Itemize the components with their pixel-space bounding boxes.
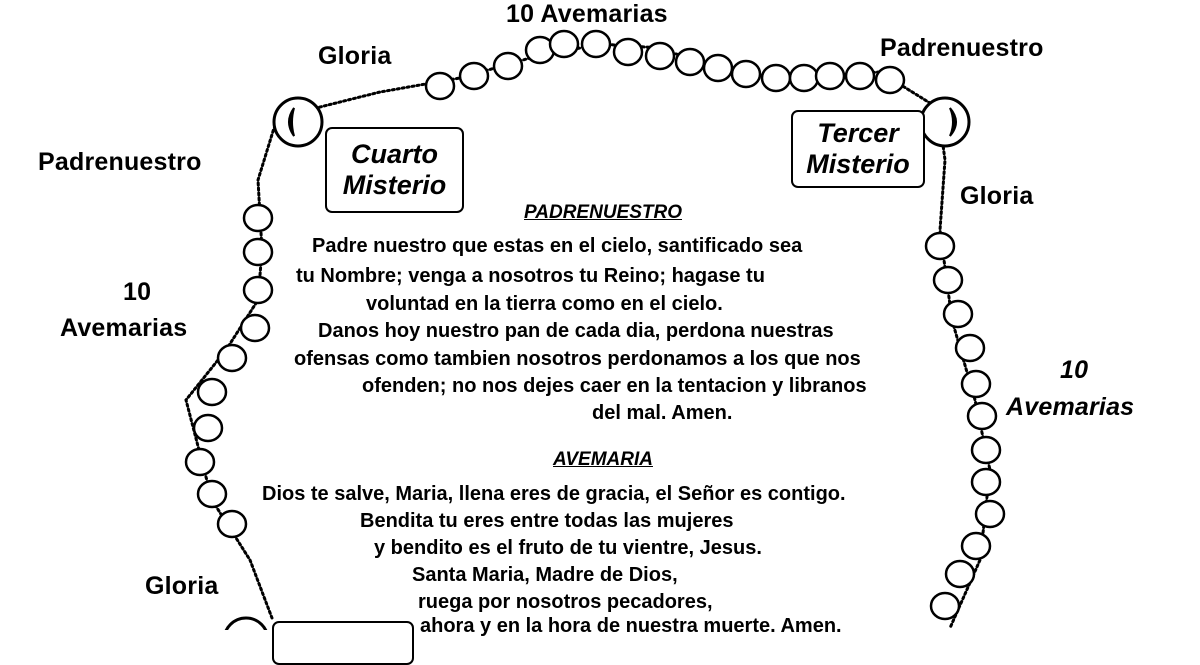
label-left-avemarias-count: 10: [123, 278, 152, 306]
rosary-bead: [241, 315, 269, 341]
rosary-bead: [944, 301, 972, 327]
padrenuestro-line: Padre nuestro que estas en el cielo, santificado sea: [312, 235, 803, 257]
label-left-avemarias-word: Avemarias: [60, 314, 188, 342]
avemaria-line: Santa Maria, Madre de Dios,: [412, 564, 678, 586]
padrenuestro-line: tu Nombre; venga a nosotros tu Reino; hagase tu: [296, 265, 765, 287]
padrenuestro-line: Danos hoy nuestro pan de cada dia, perdona nuestras: [318, 320, 834, 342]
avemaria-line: Dios te salve, Maria, llena eres de gracia, el Señor es contigo.: [262, 483, 846, 505]
rosary-bead: [816, 63, 844, 89]
label-gloria-right: Gloria: [960, 182, 1034, 210]
label-right-avemarias-word: Avemarias: [1006, 393, 1135, 421]
avemaria-line: ruega por nosotros pecadores,: [418, 591, 713, 613]
rosary-bead: [926, 233, 954, 259]
rosary-bead: [194, 415, 222, 441]
rosary-bead: [676, 49, 704, 75]
rosary-bead: [704, 55, 732, 81]
rosary-bead: [962, 533, 990, 559]
rosary-bead: [732, 61, 760, 87]
rosary-bead: [972, 469, 1000, 495]
padrenuestro-line: del mal. Amen.: [592, 402, 733, 424]
rosary-bead: [934, 267, 962, 293]
label-right-avemarias-count: 10: [1060, 356, 1089, 384]
rosary-bead: [931, 593, 959, 619]
cuarto-misterio-box: [325, 127, 464, 213]
rosary-bead: [790, 65, 818, 91]
avemaria-line: ahora y en la hora de nuestra muerte. Amen.: [420, 615, 842, 637]
rosary-bead: [614, 39, 642, 65]
avemaria-title: AVEMARIA: [553, 449, 653, 470]
label-top-avemarias: 10 Avemarias: [506, 0, 668, 28]
rosary-bead: [198, 379, 226, 405]
label-gloria-top-left: Gloria: [318, 42, 392, 70]
rosary-bead: [494, 53, 522, 79]
tercer-misterio-line1: Tercer: [817, 118, 899, 148]
rosary-bead: [460, 63, 488, 89]
rosary-bead: [582, 31, 610, 57]
rosary-bead: [198, 481, 226, 507]
padrenuestro-bead-right: [921, 98, 969, 146]
padrenuestro-bead-bottom: [224, 618, 268, 630]
rosary-bead: [846, 63, 874, 89]
padrenuestro-line: ofensas como tambien nosotros perdonamos a los que nos: [294, 348, 861, 370]
rosary-bead: [976, 501, 1004, 527]
cuarto-misterio-line2: Misterio: [342, 170, 447, 200]
tercer-misterio-line2: Misterio: [806, 149, 910, 179]
padrenuestro-title: PADRENUESTRO: [524, 202, 682, 223]
rosary-bead: [244, 277, 272, 303]
avemaria-line: Bendita tu eres entre todas las mujeres: [360, 510, 734, 532]
padrenuestro-line: voluntad en la tierra como en el cielo.: [366, 293, 723, 315]
cuarto-misterio-line1: Cuarto: [351, 139, 438, 169]
rosary-bead: [876, 67, 904, 93]
rosary-bead: [646, 43, 674, 69]
padrenuestro-line: ofenden; no nos dejes caer en la tentacion y libranos: [362, 375, 867, 397]
rosary-bead: [968, 403, 996, 429]
rosary-bead: [956, 335, 984, 361]
label-padrenuestro-top-right: Padrenuestro: [880, 34, 1044, 62]
label-gloria-bottom-left: Gloria: [145, 572, 219, 600]
padrenuestro-bead-left: [274, 98, 322, 146]
rosary-bead: [244, 239, 272, 265]
rosary-bead: [550, 31, 578, 57]
tercer-misterio-box: [791, 110, 925, 188]
rosary-bead: [962, 371, 990, 397]
rosary-bead: [218, 345, 246, 371]
rosary-bead: [426, 73, 454, 99]
rosary-bead: [218, 511, 246, 537]
rosary-bead: [946, 561, 974, 587]
bottom-misterio-box: [272, 621, 414, 665]
rosary-bead: [762, 65, 790, 91]
label-padrenuestro-left: Padrenuestro: [38, 148, 202, 176]
avemaria-line: y bendito es el fruto de tu vientre, Jesus.: [374, 537, 762, 559]
